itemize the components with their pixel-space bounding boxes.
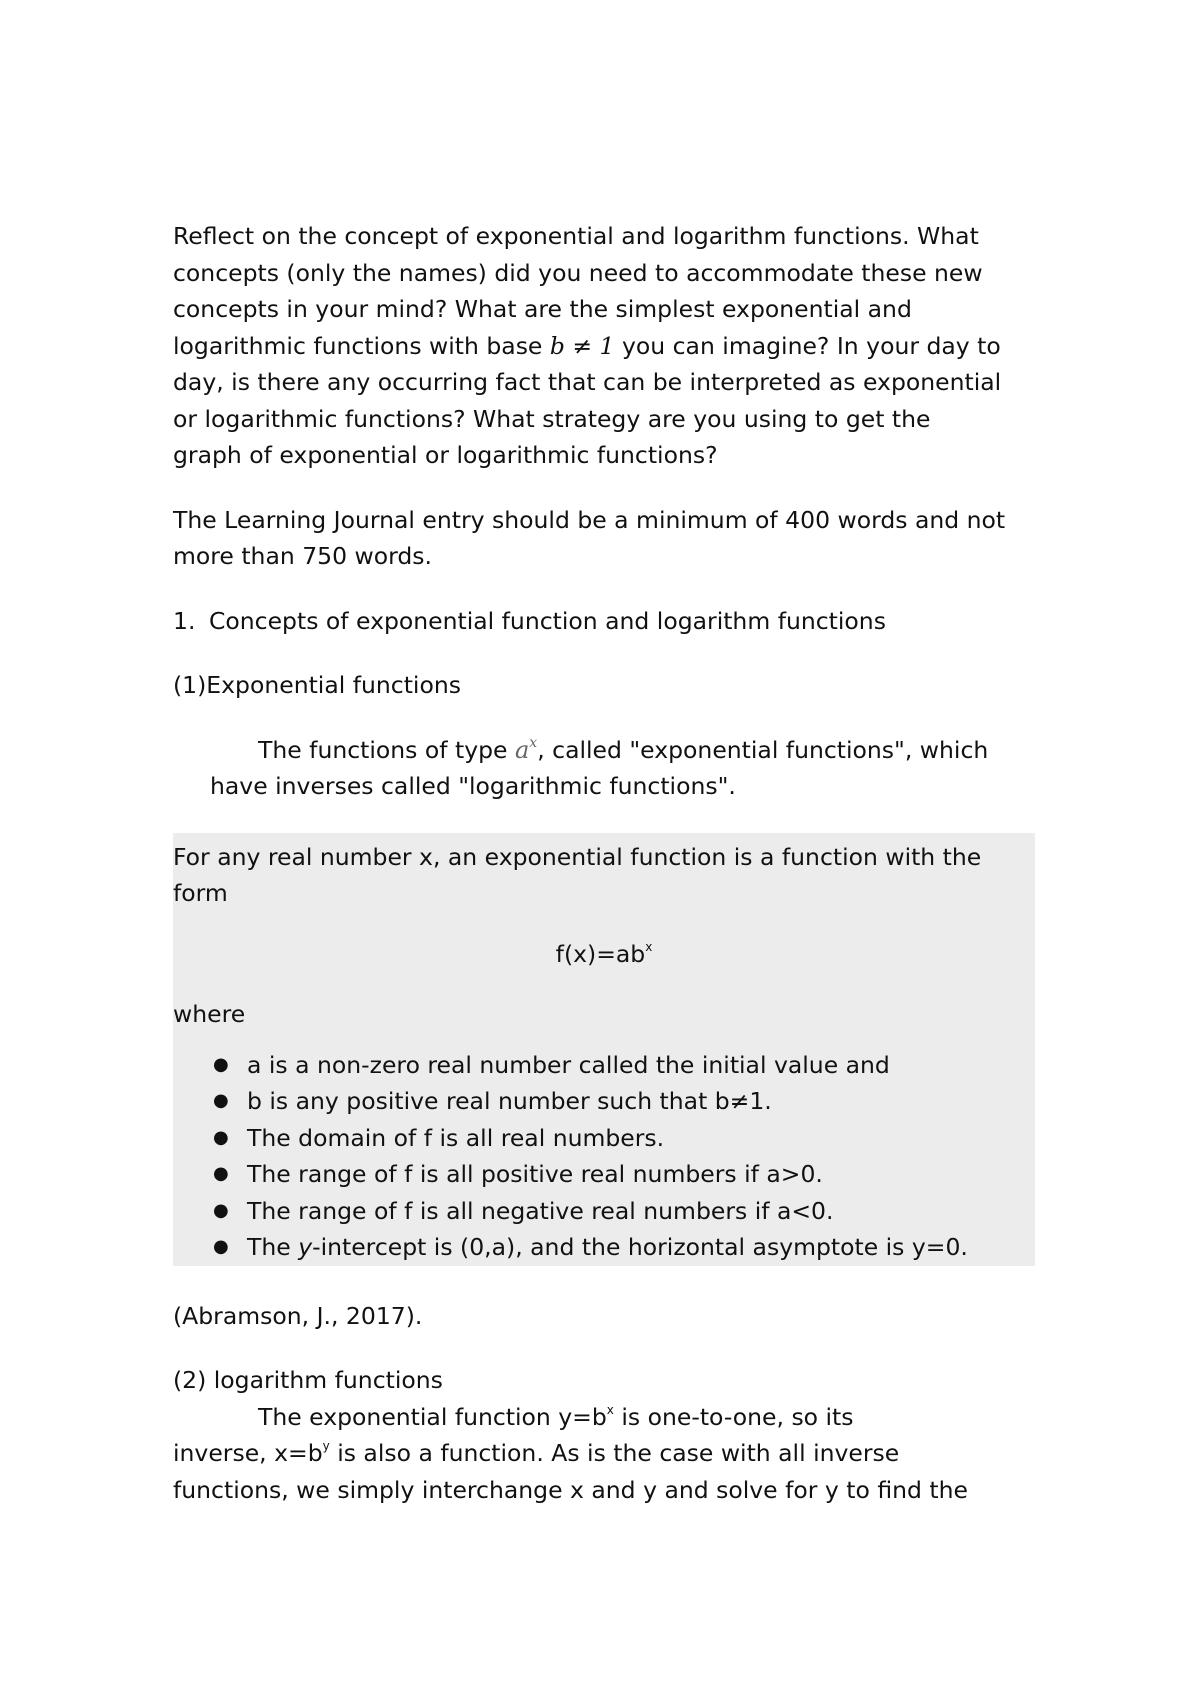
math-base: a (514, 735, 530, 764)
list-item (209, 1229, 1035, 1266)
list-item-text: The (247, 1233, 299, 1261)
list-item (209, 1120, 1035, 1157)
intro-line: logarithmic functions with base (173, 331, 550, 360)
formula-base: f(x)=ab (555, 939, 646, 968)
intro-line: Reflect on the concept of exponential and logarithm functions. What (173, 222, 979, 250)
definition-text: form (173, 879, 228, 907)
definition-lead (173, 839, 1035, 912)
requirement-line: The Learning Journal entry should be a minimum of 400 words and not (173, 505, 1006, 534)
citation: (Abramson, J., 2017). (173, 1301, 423, 1330)
intro-line: day, is there any occurring fact that can be interpreted as exponential (173, 368, 1002, 396)
bullet-icon: ● (213, 1053, 229, 1075)
document-page (173, 218, 1035, 1508)
exponential-intro-paragraph (173, 732, 1035, 805)
list-item-text: The range of f is all positive real numbers if a>0. (247, 1160, 823, 1188)
intro-line: or logarithmic functions? What strategy are you using to get the (173, 404, 931, 433)
math-exponent: x (606, 1402, 614, 1417)
definition-bullet-list (173, 1047, 1035, 1266)
paragraph-text: The exponential function y=b (258, 1402, 607, 1431)
intro-line: you can imagine? In your day to (614, 331, 1001, 360)
paragraph-text: inverse, x=b (173, 1439, 323, 1467)
list-item-text: -intercept is (0,a), and the horizontal asymptote is y=0. (312, 1233, 968, 1261)
paragraph-text: functions, we simply interchange x and y and solve for y to find the (173, 1475, 968, 1504)
list-item-emphasis: y (298, 1233, 313, 1261)
list-item (209, 1083, 1035, 1120)
subsection-number: (1) (173, 671, 207, 699)
list-item (209, 1193, 1035, 1230)
intro-line: concepts in your mind? What are the simplest exponential and (173, 295, 912, 323)
base-condition-math: b ≠ 1 (549, 331, 615, 360)
a-to-the-x-math (515, 736, 537, 764)
section-number: 1. (173, 606, 196, 635)
intro-line: graph of exponential or logarithmic functions? (173, 441, 718, 469)
math-exponent: y (322, 1439, 330, 1454)
list-item-text: a is a non-zero real number called the initial value and (247, 1050, 890, 1079)
bullet-icon: ● (213, 1126, 229, 1148)
intro-line: concepts (only the names) did you need to accommodate these new (173, 258, 983, 287)
subsection-title: Exponential functions (206, 671, 461, 699)
bullet-icon: ● (213, 1163, 229, 1184)
subsection-heading-2: (2) logarithm functions (173, 1366, 443, 1394)
logarithm-intro-paragraph (173, 1399, 1035, 1509)
paragraph-text: is one-to-one, so its (613, 1402, 854, 1431)
where-label: where (173, 1000, 246, 1028)
bullet-icon: ● (213, 1236, 229, 1257)
subsection-heading-1 (173, 667, 1035, 704)
definition-box (173, 833, 1035, 1266)
list-item-text: The range of f is all negative real numbers if a<0. (247, 1196, 834, 1225)
paragraph-text: is also a function. As is the case with all inverse (329, 1439, 900, 1467)
list-item (209, 1047, 1035, 1084)
intro-paragraph (173, 218, 1035, 474)
formula-exponent: x (645, 939, 653, 954)
paragraph-text: , called "exponential functions", which (537, 735, 989, 764)
definition-text: For any real number x, an exponential function is a function with the (173, 842, 982, 871)
paragraph-text: The functions of type (258, 735, 515, 764)
section-heading-1 (173, 603, 1035, 640)
paragraph-text: have inverses called "logarithmic functions". (210, 772, 736, 800)
list-item-text: The domain of f is all real numbers. (247, 1123, 665, 1152)
bullet-icon: ● (213, 1090, 229, 1111)
requirement-line: more than 750 words. (173, 542, 433, 570)
bullet-icon: ● (213, 1199, 229, 1221)
math-exponent: x (529, 734, 538, 751)
requirement-paragraph (173, 502, 1035, 575)
list-item-text: b is any positive real number such that b≠1. (247, 1087, 772, 1115)
section-title: Concepts of exponential function and logarithm functions (209, 606, 886, 635)
list-item (209, 1156, 1035, 1193)
exponential-formula (173, 936, 1035, 973)
